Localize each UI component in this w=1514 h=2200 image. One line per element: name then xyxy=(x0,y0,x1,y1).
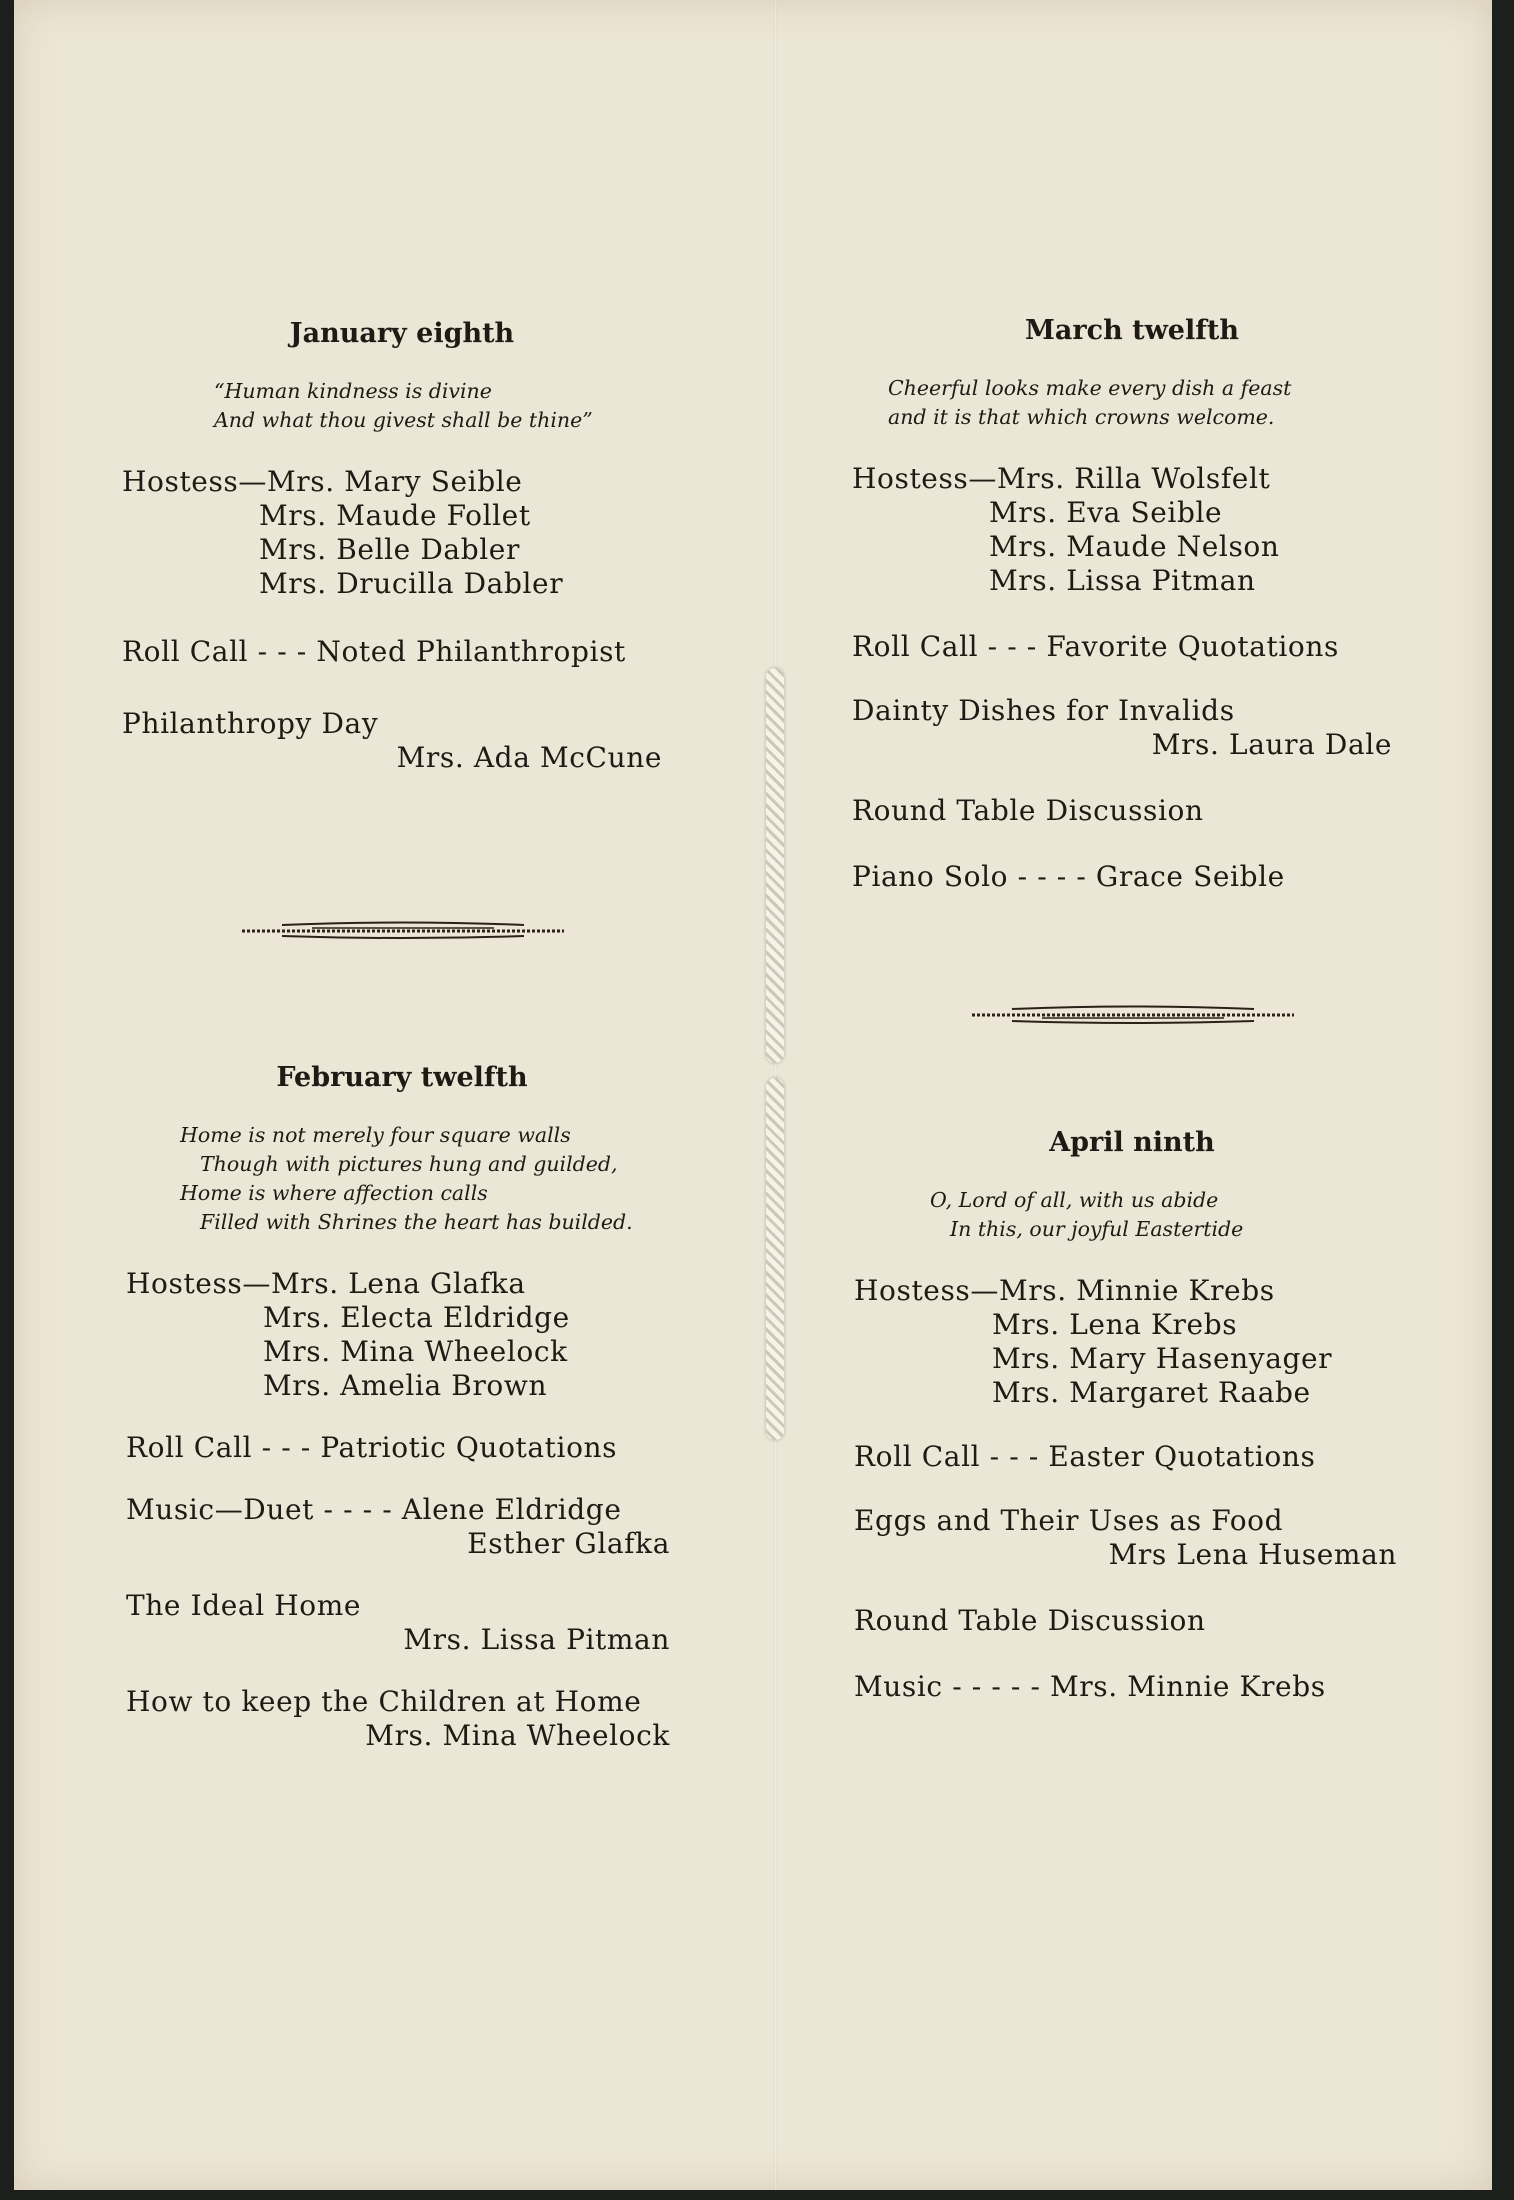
hostess-name: Mrs. Mary Hasenyager xyxy=(992,1342,1333,1375)
roll-call-line: Roll Call - - - Favorite Quotations xyxy=(852,630,1339,663)
january-program-item xyxy=(122,707,662,775)
motto-line: Home is where affection calls xyxy=(180,1181,488,1205)
hostess-name: Mrs. Maude Nelson xyxy=(989,530,1280,563)
april-roll-call xyxy=(852,1440,1412,1474)
divider-ornament-right xyxy=(972,1004,1294,1026)
hostess-name: Mrs. Mina Wheelock xyxy=(263,1335,568,1368)
hostess-line: Hostess—Mrs. Minnie Krebs xyxy=(854,1274,1275,1307)
april-music xyxy=(852,1670,1412,1704)
item-title: How to keep the Children at Home xyxy=(126,1685,642,1718)
piano-line: Piano Solo - - - - Grace Seible xyxy=(852,860,1285,893)
february-heading: February twelfth xyxy=(276,1062,528,1093)
february-section xyxy=(122,1062,682,1785)
hostess-line: Hostess—Mrs. Lena Glafka xyxy=(126,1267,526,1300)
roll-call-line: Roll Call - - - Noted Philanthropist xyxy=(122,635,626,668)
divider-ornament-left xyxy=(242,918,564,940)
motto-line: Cheerful looks make every dish a feast xyxy=(888,376,1292,400)
hostess-line: Hostess—Mrs. Mary Seible xyxy=(122,465,523,498)
hostess-name: Mrs. Lissa Pitman xyxy=(989,564,1256,597)
hostess-name: Mrs. Belle Dabler xyxy=(259,533,520,566)
february-children xyxy=(122,1685,670,1753)
discussion-line: Round Table Discussion xyxy=(854,1604,1206,1637)
february-music xyxy=(122,1493,670,1561)
march-dainty-dishes xyxy=(852,694,1392,762)
april-section xyxy=(852,1127,1412,1736)
march-heading: March twelfth xyxy=(1025,315,1239,346)
item-person: Mrs. Laura Dale xyxy=(1151,728,1392,761)
music-line: Music—Duet - - - - Alene Eldridge xyxy=(126,1493,622,1526)
april-discussion xyxy=(852,1604,1412,1638)
february-motto xyxy=(122,1121,682,1237)
motto-line: And what thou givest shall be thine” xyxy=(214,408,593,432)
february-roll-call xyxy=(122,1431,682,1465)
hostess-name: Mrs. Lena Krebs xyxy=(992,1308,1238,1341)
item-person: Mrs. Ada McCune xyxy=(396,741,662,774)
hostess-name: Mrs. Drucilla Dabler xyxy=(259,567,564,600)
music-second: Esther Glafka xyxy=(467,1527,670,1560)
item-person: Mrs Lena Huseman xyxy=(1108,1538,1397,1571)
hostess-name: Mrs. Electa Eldridge xyxy=(263,1301,570,1334)
item-person: Mrs. Mina Wheelock xyxy=(365,1719,670,1752)
hostess-name: Mrs. Eva Seible xyxy=(989,496,1223,529)
april-heading: April ninth xyxy=(1049,1127,1215,1158)
binding-cord-upper xyxy=(766,668,784,1063)
january-roll-call xyxy=(122,635,682,669)
february-ideal-home xyxy=(122,1589,670,1657)
motto-line: Filled with Shrines the heart has builded. xyxy=(200,1210,633,1234)
march-hostesses xyxy=(852,462,1412,598)
hostess-line: Hostess—Mrs. Rilla Wolsfelt xyxy=(852,462,1271,495)
march-piano xyxy=(852,860,1412,894)
motto-line: Home is not merely four square walls xyxy=(180,1123,571,1147)
discussion-line: Round Table Discussion xyxy=(852,794,1204,827)
march-section xyxy=(852,315,1412,926)
item-title: Philanthropy Day xyxy=(122,707,379,740)
january-section xyxy=(122,318,682,807)
april-hostesses xyxy=(852,1274,1412,1410)
item-title: Dainty Dishes for Invalids xyxy=(852,694,1235,727)
roll-call-line: Roll Call - - - Easter Quotations xyxy=(854,1440,1316,1473)
roll-call-line: Roll Call - - - Patriotic Quotations xyxy=(126,1431,618,1464)
item-person: Mrs. Lissa Pitman xyxy=(403,1623,670,1656)
april-motto xyxy=(852,1186,1412,1244)
january-hostesses xyxy=(122,465,682,601)
motto-line: “Human kindness is divine xyxy=(214,379,492,403)
motto-line: and it is that which crowns welcome. xyxy=(888,405,1275,429)
music-line: Music - - - - - Mrs. Minnie Krebs xyxy=(854,1670,1326,1703)
item-title: The Ideal Home xyxy=(126,1589,362,1622)
hostess-name: Mrs. Amelia Brown xyxy=(263,1369,548,1402)
item-title: Eggs and Their Uses as Food xyxy=(854,1504,1284,1537)
march-motto xyxy=(852,374,1412,432)
binding-cord-lower xyxy=(766,1078,784,1440)
motto-line: O, Lord of all, with us abide xyxy=(930,1188,1219,1212)
march-discussion xyxy=(852,794,1412,828)
january-heading: January eighth xyxy=(289,318,515,349)
motto-line: Though with pictures hung and guilded, xyxy=(200,1152,618,1176)
hostess-name: Mrs. Maude Follet xyxy=(259,499,531,532)
motto-line: In this, our joyful Eastertide xyxy=(950,1217,1244,1241)
april-eggs xyxy=(852,1504,1397,1572)
january-motto xyxy=(122,377,682,435)
march-roll-call xyxy=(852,630,1412,664)
february-hostesses xyxy=(122,1267,682,1403)
hostess-name: Mrs. Margaret Raabe xyxy=(992,1376,1311,1409)
program-page xyxy=(14,0,1492,2190)
